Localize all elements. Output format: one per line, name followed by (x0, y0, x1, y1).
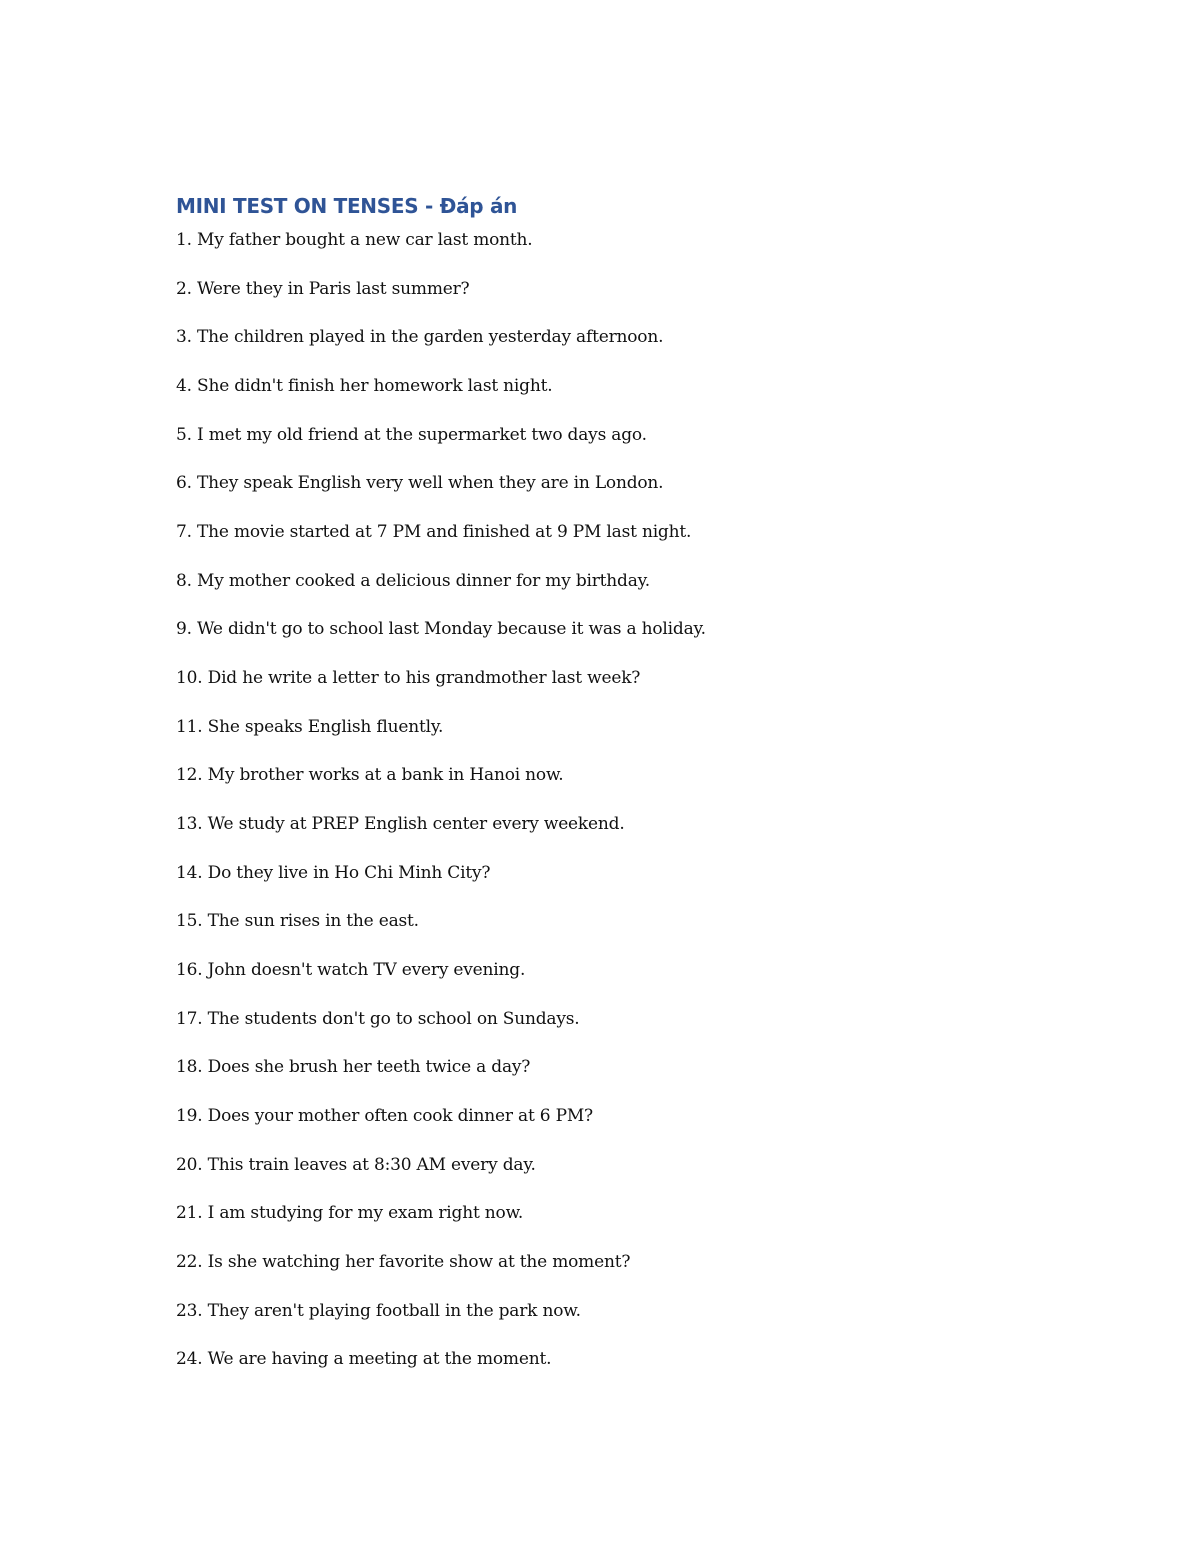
answer-item: 2. Were they in Paris last summer? (176, 278, 470, 299)
answer-item: 10. Did he write a letter to his grandmother last week? (176, 668, 641, 689)
answer-item: 24. We are having a meeting at the moment. (176, 1349, 552, 1370)
answer-item: 3. The children played in the garden yesterday afternoon. (176, 327, 664, 348)
answer-item: 12. My brother works at a bank in Hanoi now. (176, 765, 564, 786)
answer-item: 15. The sun rises in the east. (176, 911, 419, 932)
answer-item: 18. Does she brush her teeth twice a day? (176, 1057, 531, 1078)
answer-item: 19. Does your mother often cook dinner at 6 PM? (176, 1106, 593, 1127)
answer-item: 11. She speaks English fluently. (176, 716, 444, 737)
answer-list (176, 226, 1076, 1394)
answer-item: 22. Is she watching her favorite show at the moment? (176, 1252, 631, 1273)
answer-item: 8. My mother cooked a delicious dinner for my birthday. (176, 570, 651, 591)
answer-item: 17. The students don't go to school on Sundays. (176, 1008, 580, 1029)
answer-item: 6. They speak English very well when they are in London. (176, 473, 664, 494)
answer-item: 20. This train leaves at 8:30 AM every day. (176, 1154, 536, 1175)
answer-item: 1. My father bought a new car last month. (176, 230, 533, 250)
answer-item: 21. I am studying for my exam right now. (176, 1203, 524, 1224)
answer-item: 7. The movie started at 7 PM and finished at 9 PM last night. (176, 522, 692, 543)
answer-item: 23. They aren't playing football in the park now. (176, 1300, 581, 1321)
answer-item: 4. She didn't finish her homework last night. (176, 376, 553, 397)
answer-item: 13. We study at PREP English center every weekend. (176, 814, 625, 835)
document-title: MINI TEST ON TENSES - Đáp án (176, 194, 518, 218)
answer-item: 16. John doesn't watch TV every evening. (176, 960, 526, 981)
answer-item: 14. Do they live in Ho Chi Minh City? (176, 862, 491, 883)
answer-item: 9. We didn't go to school last Monday because it was a holiday. (176, 619, 706, 640)
answer-item: 5. I met my old friend at the supermarket two days ago. (176, 424, 647, 445)
